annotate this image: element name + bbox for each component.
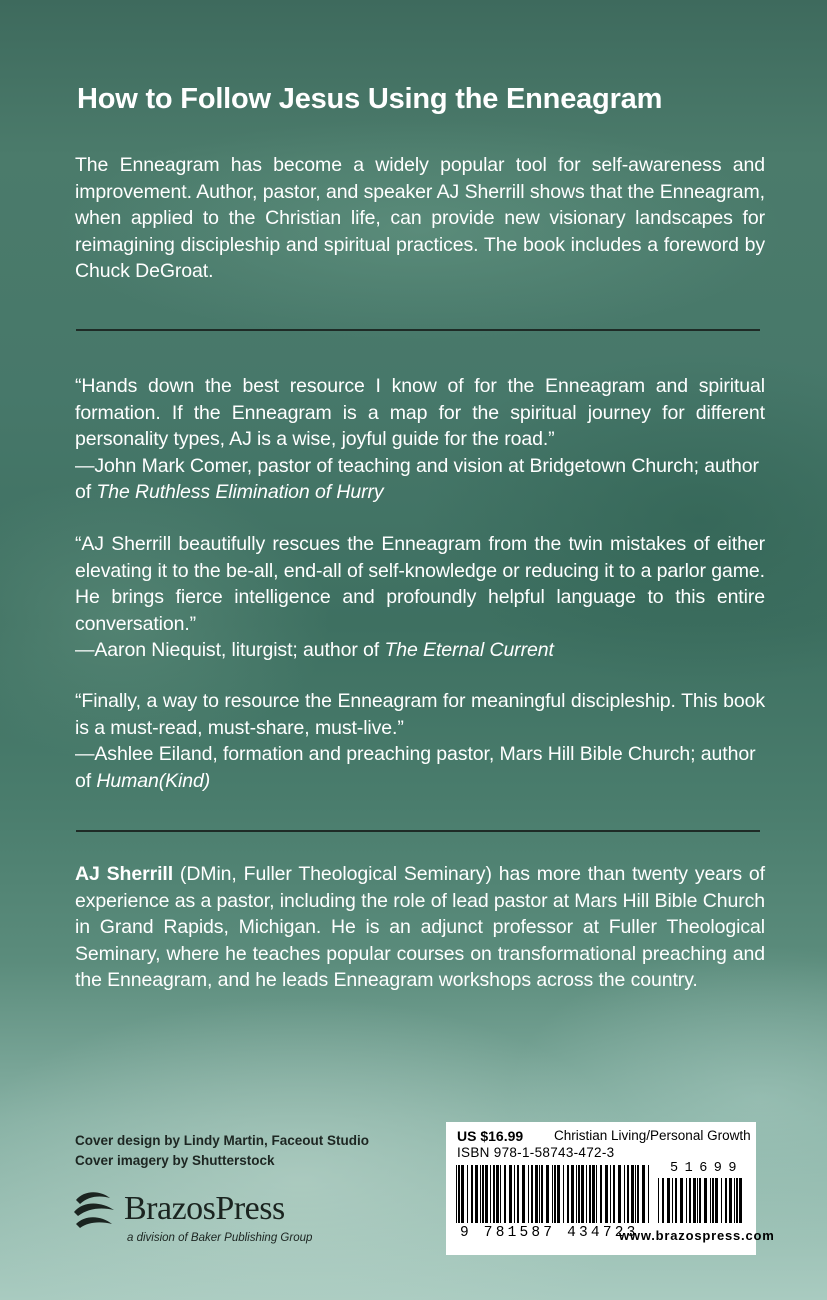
endorsement-attribution [75, 741, 765, 794]
author-bio [75, 861, 765, 994]
bio-text [75, 861, 765, 994]
barcode-bar [567, 1165, 569, 1223]
barcode-bar [725, 1178, 727, 1223]
publisher-tagline: a division of Baker Publishing Group [127, 1232, 313, 1244]
barcode-label [446, 1122, 775, 1255]
barcode-bar [600, 1165, 602, 1223]
barcode-bar [514, 1165, 515, 1223]
barcode-bar [712, 1178, 714, 1223]
barcode-bar [642, 1165, 645, 1223]
brazos-river-icon [70, 1186, 118, 1234]
cover-headline: How to Follow Jesus Using the Enneagram [77, 83, 663, 115]
barcode-bar [535, 1165, 538, 1223]
barcode-bar [589, 1165, 591, 1223]
barcode-bar [648, 1165, 649, 1223]
barcode-bar [581, 1165, 584, 1223]
endorsement [75, 531, 765, 664]
barcode-bar [531, 1165, 533, 1223]
divider-bottom [76, 830, 760, 832]
barcode-bar [576, 1165, 577, 1223]
attribution-text: —Ashlee Eiland, formation and preaching pastor, Mars Hill Bible Church; author of [75, 743, 756, 792]
publisher-logo [70, 1182, 370, 1252]
endorsement-attribution [75, 453, 765, 506]
barcode-bar [729, 1178, 732, 1223]
barcode-bar [458, 1165, 460, 1223]
barcode-bar [610, 1165, 611, 1223]
barcode-bar [675, 1178, 677, 1223]
barcode-bar [496, 1165, 499, 1223]
barcode-bar [686, 1178, 687, 1223]
description-text: The Enneagram has become a widely popular tool for self-awareness and improvement. Author, pastor, and speaker AJ Sherrill shows that the Enneagram, when applied to the Christian life, can provide new visionary landscapes for reimagining discipleship and spiritual practices. The book includes a foreword by Chuck DeGroat. [75, 154, 765, 282]
barcode-bar [736, 1178, 738, 1223]
barcode-bar [618, 1165, 621, 1223]
barcode-bar [699, 1178, 701, 1223]
barcode-bar [704, 1178, 707, 1223]
barcode-bar [596, 1165, 597, 1223]
barcode-bar [739, 1178, 742, 1223]
barcode-bar [504, 1165, 506, 1223]
barcode-bar [586, 1165, 587, 1223]
isbn: ISBN 978-1-58743-472-3 [457, 1145, 615, 1160]
barcode-bar [635, 1165, 636, 1223]
barcode-bar [456, 1165, 457, 1223]
price: US $16.99 [457, 1128, 524, 1144]
barcode-bar [517, 1165, 519, 1223]
publisher-website: www.brazospress.com [619, 1228, 775, 1243]
publisher-name: BrazosPress [124, 1190, 285, 1227]
price-addon-barcode [658, 1178, 746, 1223]
barcode-bar [485, 1165, 488, 1223]
endorsement-quote: “Hands down the best resource I know of for the Enneagram and spiritual formation. If the Enneagram is a map for the spiritual journey for different personality types, AJ is a wise, joyful guide for the road.” [75, 375, 765, 450]
isbn-barcode [456, 1165, 651, 1223]
barcode-bar [672, 1178, 673, 1223]
barcode-bar [715, 1178, 718, 1223]
barcode-bar [627, 1165, 629, 1223]
barcode-bar [554, 1165, 556, 1223]
barcode-bar [693, 1178, 696, 1223]
barcode-bar [546, 1165, 549, 1223]
barcode-bar [624, 1165, 625, 1223]
barcode-bar [480, 1165, 481, 1223]
barcode-bar [667, 1178, 670, 1223]
barcode-bar [563, 1165, 564, 1223]
barcode-bar [509, 1165, 512, 1223]
cover-imagery-credit: Cover imagery by Shutterstock [75, 1153, 275, 1168]
barcode-bar [461, 1165, 464, 1223]
barcode-bar [662, 1178, 664, 1223]
cover-credits [75, 1131, 369, 1171]
price-addon-digits: 51699 [670, 1161, 744, 1176]
barcode-bar [475, 1165, 478, 1223]
cover-design-credit: Cover design by Lindy Martin, Faceout Studio [75, 1133, 370, 1148]
barcode-bar [689, 1178, 691, 1223]
attribution-work: Human(Kind) [96, 769, 211, 792]
barcode-bar [528, 1165, 529, 1223]
barcode-bar [490, 1165, 491, 1223]
barcode-bar [541, 1165, 543, 1223]
attribution-work: The Eternal Current [384, 639, 554, 661]
barcode-bar [493, 1165, 495, 1223]
barcode-bar [631, 1165, 634, 1223]
divider-top [76, 329, 760, 331]
barcode-bar [637, 1165, 639, 1223]
endorsement-quote: “AJ Sherrill beautifully rescues the Enneagram from the twin mistakes of either elevating it to the be-all, end-all of self-knowledge or reducing it to a parlor game. He brings fierce intelligence and profoundly helpful language to this entire conversation.” [75, 533, 765, 635]
endorsement [75, 373, 765, 506]
barcode-bar [605, 1165, 608, 1223]
barcode-bar [658, 1178, 659, 1223]
endorsement [75, 688, 765, 794]
barcode-bar [467, 1165, 468, 1223]
barcode-bar [500, 1165, 501, 1223]
barcode-bar [571, 1165, 574, 1223]
barcode-bar [721, 1178, 722, 1223]
barcode-bar [697, 1178, 698, 1223]
ean-digits: 9 781587 434723 [460, 1225, 639, 1241]
barcode-bar [592, 1165, 595, 1223]
author-name: AJ Sherrill [75, 863, 174, 885]
barcode-bar [710, 1178, 711, 1223]
shelving-category: Christian Living/Personal Growth [554, 1128, 751, 1143]
barcode-bar [471, 1165, 473, 1223]
barcode-bar [734, 1178, 735, 1223]
bio-body: (DMin, Fuller Theological Seminary) has more than twenty years of experience as a pastor, including the role of lead pastor at Mars Hill Bible Church in Grand Rapids, Michigan. He is an adjunct professor at Fuller Theological Seminary, where he teaches popular courses on transformational preaching and the Enneagram, and he leads Enneagram workshops across the country. [75, 863, 765, 991]
barcode-bar [578, 1165, 580, 1223]
attribution-text: —John Mark Comer, pastor of teaching and vision at Bridgetown Church; author of [75, 454, 759, 503]
barcode-bar [557, 1165, 560, 1223]
barcode-bar [552, 1165, 553, 1223]
endorsement-attribution [75, 637, 765, 664]
attribution-text: —Aaron Niequist, liturgist; author of [75, 639, 385, 661]
endorsement-quote: “Finally, a way to resource the Enneagram for meaningful discipleship. This book is a must-read, must-share, must-live.” [75, 690, 765, 739]
barcode-bar [482, 1165, 484, 1223]
barcode-bar [522, 1165, 525, 1223]
barcode-bar [539, 1165, 540, 1223]
attribution-work: The Ruthless Elimination of Hurry [96, 481, 384, 503]
barcode-bar [680, 1178, 683, 1223]
book-description [75, 152, 765, 285]
barcode-bar [613, 1165, 615, 1223]
